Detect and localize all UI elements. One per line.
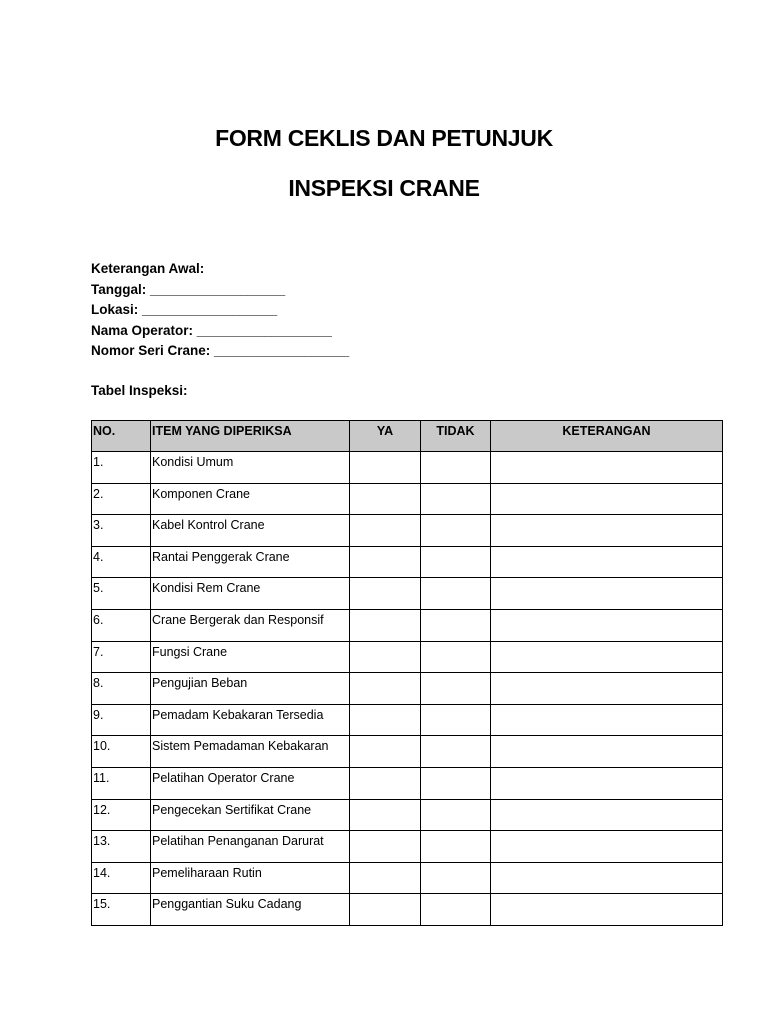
tidak-cell[interactable] xyxy=(421,641,491,673)
tidak-cell[interactable] xyxy=(421,609,491,641)
form-subtitle: INSPEKSI CRANE xyxy=(288,175,480,201)
table-row xyxy=(92,452,723,484)
ya-cell[interactable] xyxy=(350,609,421,641)
row-item: Fungsi Crane xyxy=(151,641,350,673)
crane-serial-field: Nomor Seri Crane: __________________ xyxy=(91,343,350,358)
row-number: 15. xyxy=(92,894,151,926)
row-item: Kabel Kontrol Crane xyxy=(151,515,350,547)
row-number: 6. xyxy=(92,609,151,641)
row-item: Pemeliharaan Rutin xyxy=(151,862,350,894)
keterangan-cell[interactable] xyxy=(491,578,723,610)
tidak-cell[interactable] xyxy=(421,736,491,768)
keterangan-cell[interactable] xyxy=(491,736,723,768)
tidak-cell[interactable] xyxy=(421,546,491,578)
row-number: 4. xyxy=(92,546,151,578)
table-row xyxy=(92,578,723,610)
ya-cell[interactable] xyxy=(350,736,421,768)
tidak-cell[interactable] xyxy=(421,894,491,926)
row-item: Crane Bergerak dan Responsif xyxy=(151,609,350,641)
ya-cell[interactable] xyxy=(350,452,421,484)
form-title: FORM CEKLIS DAN PETUNJUK xyxy=(215,125,553,151)
table-row xyxy=(92,862,723,894)
ya-cell[interactable] xyxy=(350,673,421,705)
table-row xyxy=(92,673,723,705)
initial-info-section xyxy=(91,259,349,362)
row-number: 14. xyxy=(92,862,151,894)
ya-cell[interactable] xyxy=(350,894,421,926)
row-item: Pelatihan Operator Crane xyxy=(151,767,350,799)
row-item: Penggantian Suku Cadang xyxy=(151,894,350,926)
tidak-cell[interactable] xyxy=(421,673,491,705)
keterangan-cell[interactable] xyxy=(491,767,723,799)
tidak-cell[interactable] xyxy=(421,767,491,799)
ya-cell[interactable] xyxy=(350,515,421,547)
row-item: Kondisi Rem Crane xyxy=(151,578,350,610)
row-number: 5. xyxy=(92,578,151,610)
row-item: Sistem Pemadaman Kebakaran xyxy=(151,736,350,768)
table-row xyxy=(92,736,723,768)
table-row xyxy=(92,799,723,831)
row-item: Komponen Crane xyxy=(151,483,350,515)
keterangan-cell[interactable] xyxy=(491,483,723,515)
table-row xyxy=(92,704,723,736)
inspection-table xyxy=(91,420,723,926)
keterangan-cell[interactable] xyxy=(491,546,723,578)
keterangan-cell[interactable] xyxy=(491,452,723,484)
row-number: 1. xyxy=(92,452,151,484)
ya-cell[interactable] xyxy=(350,546,421,578)
keterangan-cell[interactable] xyxy=(491,894,723,926)
tidak-cell[interactable] xyxy=(421,704,491,736)
header-keterangan: KETERANGAN xyxy=(491,421,723,452)
ya-cell[interactable] xyxy=(350,704,421,736)
row-item: Rantai Penggerak Crane xyxy=(151,546,350,578)
keterangan-cell[interactable] xyxy=(491,862,723,894)
ya-cell[interactable] xyxy=(350,767,421,799)
header-item: ITEM YANG DIPERIKSA xyxy=(151,421,350,452)
ya-cell[interactable] xyxy=(350,799,421,831)
row-number: 7. xyxy=(92,641,151,673)
tidak-cell[interactable] xyxy=(421,452,491,484)
table-row xyxy=(92,641,723,673)
ya-cell[interactable] xyxy=(350,483,421,515)
header-tidak: TIDAK xyxy=(421,421,491,452)
keterangan-cell[interactable] xyxy=(491,673,723,705)
tidak-cell[interactable] xyxy=(421,831,491,863)
row-number: 10. xyxy=(92,736,151,768)
row-item: Kondisi Umum xyxy=(151,452,350,484)
row-number: 13. xyxy=(92,831,151,863)
table-row xyxy=(92,546,723,578)
row-item: Pemadam Kebakaran Tersedia xyxy=(151,704,350,736)
table-label: Tabel Inspeksi: xyxy=(91,383,188,398)
header-no: NO. xyxy=(92,421,151,452)
row-number: 12. xyxy=(92,799,151,831)
info-heading: Keterangan Awal: xyxy=(91,261,205,276)
row-item: Pengecekan Sertifikat Crane xyxy=(151,799,350,831)
row-item: Pelatihan Penanganan Darurat xyxy=(151,831,350,863)
ya-cell[interactable] xyxy=(350,831,421,863)
location-field: Lokasi: __________________ xyxy=(91,302,278,317)
table-row xyxy=(92,483,723,515)
table-row xyxy=(92,515,723,547)
tidak-cell[interactable] xyxy=(421,862,491,894)
table-header-row xyxy=(92,421,723,452)
keterangan-cell[interactable] xyxy=(491,515,723,547)
tidak-cell[interactable] xyxy=(421,483,491,515)
keterangan-cell[interactable] xyxy=(491,831,723,863)
tidak-cell[interactable] xyxy=(421,578,491,610)
operator-name-field: Nama Operator: __________________ xyxy=(91,322,332,338)
header-ya: YA xyxy=(350,421,421,452)
ya-cell[interactable] xyxy=(350,641,421,673)
keterangan-cell[interactable] xyxy=(491,609,723,641)
tidak-cell[interactable] xyxy=(421,515,491,547)
row-item: Pengujian Beban xyxy=(151,673,350,705)
table-row xyxy=(92,609,723,641)
keterangan-cell[interactable] xyxy=(491,641,723,673)
date-field: Tanggal: __________________ xyxy=(91,281,286,297)
tidak-cell[interactable] xyxy=(421,799,491,831)
row-number: 8. xyxy=(92,673,151,705)
row-number: 3. xyxy=(92,515,151,547)
table-row xyxy=(92,894,723,926)
row-number: 2. xyxy=(92,483,151,515)
row-number: 9. xyxy=(92,704,151,736)
table-row xyxy=(92,767,723,799)
ya-cell[interactable] xyxy=(350,578,421,610)
keterangan-cell[interactable] xyxy=(491,799,723,831)
row-number: 11. xyxy=(92,767,151,799)
table-row xyxy=(92,831,723,863)
ya-cell[interactable] xyxy=(350,862,421,894)
keterangan-cell[interactable] xyxy=(491,704,723,736)
